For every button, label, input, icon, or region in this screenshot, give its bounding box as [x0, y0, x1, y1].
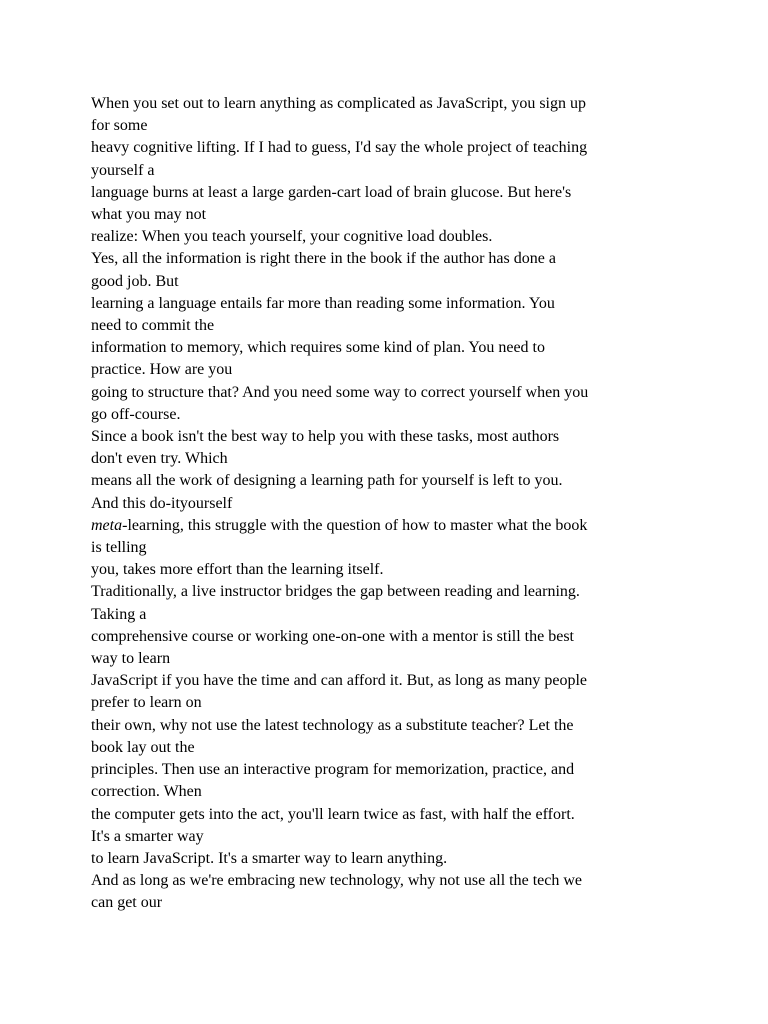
text-line: prefer to learn on: [91, 694, 202, 712]
text-line: Since a book isn't the best way to help you with these tasks, most authors: [91, 428, 560, 446]
text-line: need to commit the: [91, 317, 215, 335]
text-line: don't even try. Which: [91, 450, 228, 468]
text-line: go off-course.: [91, 405, 181, 423]
text-line: going to structure that? And you need some way to correct yourself when you: [91, 383, 589, 401]
text-line: you, takes more effort than the learning itself.: [91, 561, 384, 579]
text-line: what you may not: [91, 206, 207, 224]
text-line: principles. Then use an interactive program for memorization, practice, and: [91, 761, 575, 779]
text-line: good job. But: [91, 272, 179, 290]
text-line: JavaScript if you have the time and can afford it. But, as long as many people: [91, 672, 588, 690]
text-line: And this do-ityourself: [91, 494, 233, 512]
text-line: correction. When: [91, 783, 202, 801]
text-line: to learn JavaScript. It's a smarter way to learn anything.: [91, 849, 448, 867]
text-line: realize: When you teach yourself, your cognitive load doubles.: [91, 228, 493, 246]
text-line: information to memory, which requires some kind of plan. You need to: [91, 339, 545, 357]
italic-word: meta: [91, 516, 123, 534]
text-line: can get our: [91, 894, 163, 912]
text-line: the computer gets into the act, you'll learn twice as fast, with half the effort.: [91, 805, 575, 823]
text-line: yourself a: [91, 161, 155, 179]
text-line: learning a language entails far more than reading some information. You: [91, 294, 555, 312]
text-line: for some: [91, 117, 148, 135]
body-text: [91, 93, 711, 915]
text-line: When you set out to learn anything as complicated as JavaScript, you sign up: [91, 95, 586, 112]
text-line: is telling: [91, 539, 147, 557]
text-line: Yes, all the information is right there in the book if the author has done a: [91, 250, 556, 268]
text-line: their own, why not use the latest technology as a substitute teacher? Let the: [91, 716, 574, 734]
text-line: comprehensive course or working one-on-one with a mentor is still the best: [91, 627, 574, 645]
text-line: Traditionally, a live instructor bridges the gap between reading and learning.: [91, 583, 580, 601]
text-line: book lay out the: [91, 738, 195, 756]
text-line: Taking a: [91, 605, 147, 623]
text-line-rest: -learning, this struggle with the question of how to master what the book: [122, 516, 588, 534]
text-line: practice. How are you: [91, 361, 233, 379]
text-line: means all the work of designing a learning path for yourself is left to you.: [91, 472, 563, 490]
text-line: language burns at least a large garden-cart load of brain glucose. But here's: [91, 183, 572, 201]
text-line-meta: [91, 515, 711, 537]
text-line: heavy cognitive lifting. If I had to guess, I'd say the whole project of teaching: [91, 139, 588, 157]
text-line: way to learn: [91, 650, 171, 668]
text-line: And as long as we're embracing new technology, why not use all the tech we: [91, 872, 583, 890]
text-line: It's a smarter way: [91, 827, 204, 845]
